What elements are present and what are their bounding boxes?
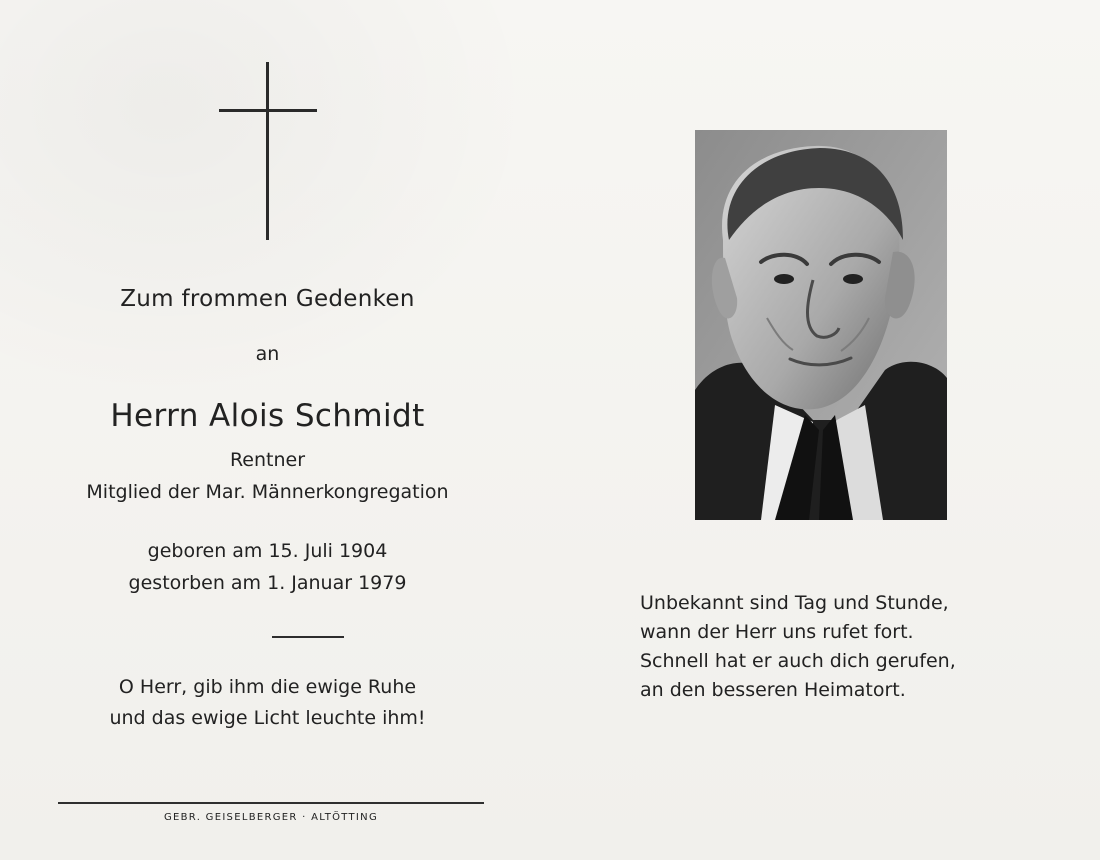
footer-rule: [58, 802, 484, 804]
cross-vertical-bar: [266, 62, 269, 240]
printer-credit: GEBR. GEISELBERGER · ALTÖTTING: [163, 812, 379, 823]
membership: Mitglied der Mar. Männerkongregation: [86, 481, 449, 503]
occupation: Rentner: [229, 449, 306, 471]
verse-line: Unbekannt sind Tag und Stunde,: [640, 592, 949, 614]
portrait-illustration: [695, 130, 947, 520]
prayer-line: und das ewige Licht leuchte ihm!: [109, 707, 426, 729]
prayer-line: O Herr, gib ihm die ewige Ruhe: [118, 676, 417, 698]
birth-date: geboren am 15. Juli 1904: [147, 540, 388, 562]
verse-line: wann der Herr uns rufet fort.: [640, 621, 914, 643]
cross-horizontal-bar: [219, 109, 317, 112]
death-date: gestorben am 1. Januar 1979: [128, 572, 407, 594]
intro-heading: Zum frommen Gedenken: [120, 286, 415, 312]
deceased-name: Herrn Alois Schmidt: [110, 398, 425, 434]
dedication-word: an: [255, 343, 280, 365]
verse-line: an den besseren Heimatort.: [640, 679, 906, 701]
verse-line: Schnell hat er auch dich gerufen,: [640, 650, 956, 672]
portrait-photo: [695, 130, 947, 520]
memorial-verse: [640, 589, 1020, 705]
separator-line: [272, 636, 344, 638]
cross-icon: [219, 62, 319, 242]
